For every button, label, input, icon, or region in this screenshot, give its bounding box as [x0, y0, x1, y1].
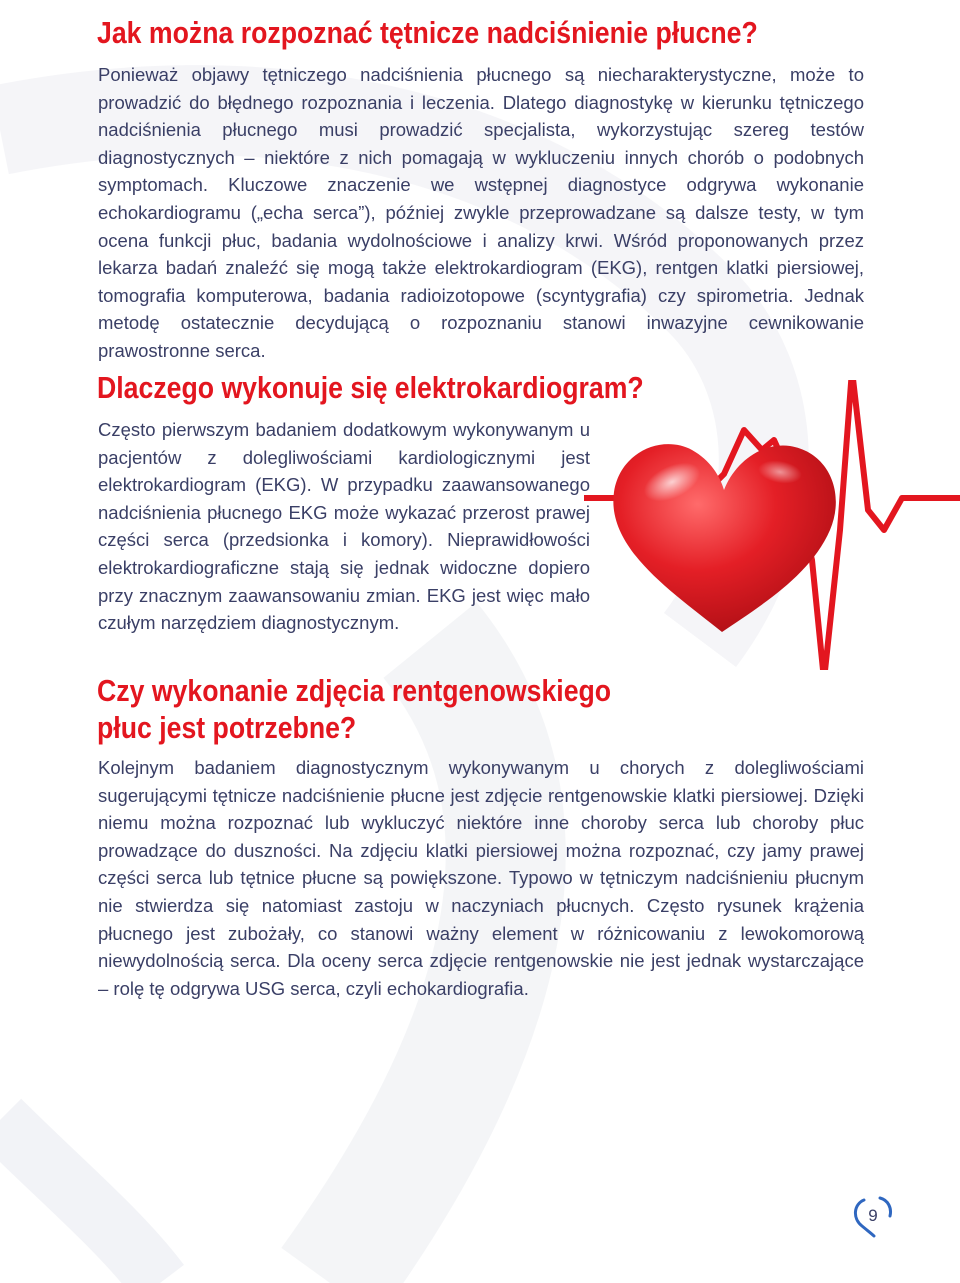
page-number: 9	[868, 1206, 878, 1225]
section-paragraph: Często pierwszym badaniem dodatkowym wykonywanym u pacjentów z dolegliwościami kardiologicznymi jest elektrokardiogram (EKG). W przypadku zaawansowanego nadciśnienia płucnego EKG może wykazać przerost prawej części serca (przedsionka i komory). Nieprawidłowości elektrokardiograficzne stają się jednak widoczne dopiero przy znacznym zaawansowaniu zmian. EKG jest więc mało czułym narzędziem diagnostycznym.	[98, 419, 590, 634]
section-heading: Dlaczego wykonuje się elektrokardiogram?	[97, 370, 644, 405]
section-paragraph: Ponieważ objawy tętniczego nadciśnienia płucnego są niecharakterystyczne, może to prowadzić do błędnego rozpoznania i leczenia. Dlatego diagnostykę w kierunku tętniczego nadciśnienia płucnego musi prowadzić specjalista, wykorzystując szereg testów diagnostycznych – niektóre z nich pomagają w wykluczeniu innych chorób o podobnych symptomach. Kluczowe znaczenie we wstępnej diagnostyce odgrywa wykonanie echokardiogramu („echa serca”), później zwykle przeprowadzane są dalsze testy, w tym ocena funkcji płuc, badania wydolnościowe i analizy krwi. Wśród proponowanych przez lekarza badań znaleźć się mogą także elektrokardiogram (EKG), rentgen klatki piersiowej, tomografia komputerowa, badania radioizotopowe (scyntygrafia) czy spirometria. Jednak metodę ostatecznie decydującą o rozpoznaniu stanowi inwazyjne cewnikowanie prawostronne serca.	[98, 64, 864, 361]
section-heading: Czy wykonanie zdjęcia rentgenowskiego	[97, 673, 612, 708]
heart-ecg-illustration	[584, 380, 960, 670]
section-heading: Jak można rozpoznać tętnicze nadciśnienie płucne?	[97, 15, 758, 50]
section-heading-continued: płuc jest potrzebne?	[97, 710, 357, 745]
section-paragraph: Kolejnym badaniem diagnostycznym wykonywanym u chorych z dolegliwościami sugerującymi tętnicze nadciśnienie płucne jest zdjęcie rentgenowskie klatki piersiowej. Dzięki niemu można rozpoznać lub wykluczyć niektóre inne choroby serca lub choroby płuc prowadzące do duszności. Na zdjęciu klatki piersiowej można rozpoznać, czy jamy prawej części serca lub tętnice płucne są powiększone. Typowo w tętniczym nadciśnieniu płucnym nie stwierdza się natomiast zastoju w naczyniach płucnych. Często rysunek krążenia płucnego jest zubożały, co stanowi ważny element w różnicowaniu z lewokomorową niewydolnością serca. Dla oceny serca zdjęcie rentgenowskie nie jest jednak wystarczające – rolę tę odgrywa USG serca, czyli echokardiografia.	[98, 757, 864, 999]
